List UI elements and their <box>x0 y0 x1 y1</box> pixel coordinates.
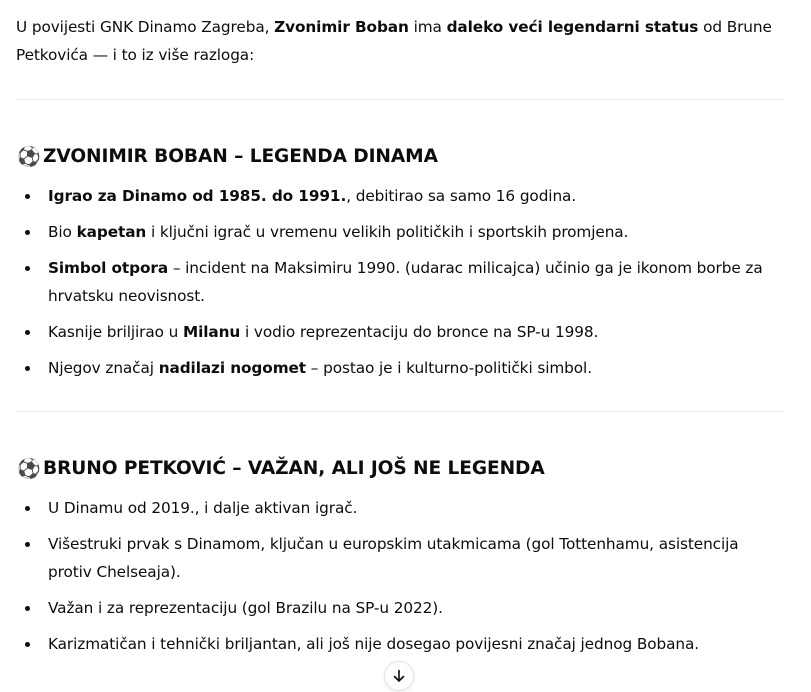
item-bold: kapetan <box>76 223 147 241</box>
intro-bold-boban: Zvonimir Boban <box>274 18 409 36</box>
list-item: Karizmatičan i tehnički briljantan, ali još nije dosegao povijesni značaj jednog Bobana. <box>16 630 786 658</box>
message-content <box>16 0 786 666</box>
item-bold: Milanu <box>183 323 241 341</box>
bruno-list <box>16 494 786 658</box>
item-text: i vodio reprezentaciju do bronce na SP-u 1998. <box>240 323 599 341</box>
item-bold: Simbol otpora <box>48 259 169 277</box>
item-text: Njegov značaj <box>48 359 159 377</box>
list-item <box>16 354 786 382</box>
list-item <box>16 318 786 346</box>
section-heading-boban <box>16 143 786 171</box>
section-title: BRUNO PETKOVIĆ – VAŽAN, ALI JOŠ NE LEGENDA <box>43 458 545 479</box>
intro-text: od Brune Petkovića — i to iz više razloga: <box>16 18 772 64</box>
item-text: Bio <box>48 223 77 241</box>
section-heading-bruno <box>16 455 786 483</box>
intro-paragraph <box>16 0 786 69</box>
list-item <box>16 218 786 246</box>
item-text: – postao je i kulturno-politički simbol. <box>306 359 592 377</box>
section-divider <box>16 99 784 100</box>
section-divider <box>16 411 784 412</box>
list-item <box>16 254 786 310</box>
soccer-ball-icon: ⚽ <box>17 146 41 168</box>
soccer-ball-icon: ⚽ <box>17 458 41 480</box>
list-item <box>16 182 786 210</box>
item-bold: Igrao za Dinamo od 1985. do 1991. <box>48 187 347 205</box>
arrow-down-icon <box>391 668 407 684</box>
item-text: , debitirao sa samo 16 godina. <box>346 187 577 205</box>
item-text: – incident na Maksimiru 1990. (udarac milicajca) učinio ga je ikonom borbe za hrvatsku neovisnost. <box>48 259 763 305</box>
scroll-to-bottom-button[interactable] <box>384 661 414 691</box>
intro-text: ima <box>408 18 447 36</box>
list-item: Važan i za reprezentaciju (gol Brazilu na SP-u 2022). <box>16 594 786 622</box>
item-bold: nadilazi nogomet <box>158 359 307 377</box>
intro-bold-status: daleko veći legendarni status <box>446 18 699 36</box>
boban-list <box>16 182 786 382</box>
item-text: Kasnije briljirao u <box>48 323 184 341</box>
list-item: U Dinamu od 2019., i dalje aktivan igrač. <box>16 494 786 522</box>
section-title: ZVONIMIR BOBAN – LEGENDA DINAMA <box>43 146 438 167</box>
list-item: Višestruki prvak s Dinamom, ključan u europskim utakmicama (gol Tottenhamu, asistencija protiv Chelseaja). <box>16 530 786 586</box>
intro-text: U povijesti GNK Dinamo Zagreba, <box>16 18 275 36</box>
item-text: i ključni igrač u vremenu velikih političkih i sportskih promjena. <box>146 223 629 241</box>
